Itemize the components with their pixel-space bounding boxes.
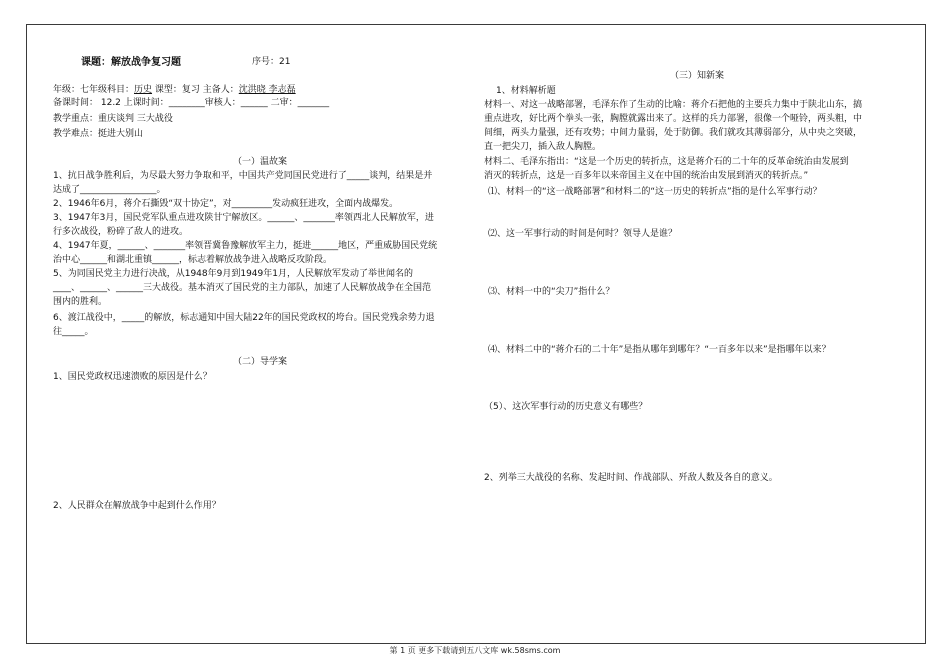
- teaching-focus: 教学重点：重庆谈判 三大战役: [53, 114, 173, 124]
- question-3: ⑶、材料一中的“尖刀”指什么？: [488, 287, 615, 297]
- section-1-line: 5、为同国民党主力进行决战，从1948年9月到1949年1月，人民解放军发动了举世闻名的: [53, 269, 413, 279]
- material-line: 间细，两头力量强，还有攻势；中间力量弱，处于防御。我们就攻其薄弱部分，从中央之突破，: [484, 128, 863, 138]
- question-1: ⑴、材料一的“这一战略部署”和材料二的“这一历史的转折点”指的是什么军事行动？: [488, 187, 822, 197]
- material-line: 材料二、毛泽东指出：“这是一个历史的转折点，这是蒋介石的二十年的反革命统治由发展到: [484, 157, 849, 167]
- question-2: ⑵、这一军事行动的时间是何时？领导人是谁？: [488, 229, 678, 239]
- page-footer: 第 1 页 更多下载请到五八文库 wk.58sms.com: [389, 646, 561, 655]
- section-2-question-1: 1、国民党政权迅速溃败的原因是什么？: [53, 372, 212, 382]
- topic-title: 课题：解放战争复习题: [81, 57, 181, 68]
- sequence-number: 序号：21: [252, 57, 291, 67]
- section-1-line: 治中心______和湖北重镇______，标志着解放战争进入战略反攻阶段。: [53, 255, 333, 265]
- section-1-line: 6、渡江战役中，_____的解放，标志通知中国大陆22年的国民党政权的垮台。国民党残余势力退: [53, 313, 435, 323]
- subject-value: 历史: [134, 85, 153, 95]
- section-1-line: 2、1946年6月，蒋介石撕毁“双十协定”，对_________发动疯狂进攻，全面内战爆发。: [53, 199, 399, 209]
- section-1-line: 4、1947年夏，______、_______率领晋冀鲁豫解放军主力，挺进______地区，严重威胁国民党统: [53, 241, 438, 251]
- question-4: ⑷、材料二中的“蒋介石的二十年”是指从哪年到哪年？“一百多年以来”是指哪年以来？: [488, 345, 831, 355]
- section-2-question-2: 2、人民群众在解放战争中起到什么作用？: [53, 501, 221, 511]
- section-1-line: 3、1947年3月，国民党军队重点进攻陕甘宁解放区。______、_______率领西北人民解放军，进: [53, 213, 434, 223]
- question-6: 2、列举三大战役的名称、发起时间、作战部队、歼敌人数及各自的意义。: [484, 473, 778, 483]
- material-analysis-heading: 1、材料解析题: [496, 86, 556, 96]
- section-1-line: ____、______、______三大战役。基本消灭了国民党的主力部队，加速了人民解放战争在全国范: [53, 283, 432, 293]
- section-1-line: 行多次战役，粉碎了敌人的进攻。: [53, 227, 189, 237]
- material-line: 消灭的转折点，这是一百多年以来帝国主义在中国的统治由发展到消灭的转折点。”: [484, 171, 809, 181]
- material-line: 直一把尖刀，插入敌人胸膛。: [484, 142, 602, 152]
- section-1-line: 往_____。: [53, 327, 94, 337]
- meta-line-1: 年级：七年级科目：历史 课型：复习 主备人：沈洪晓 李志磊: [53, 85, 296, 95]
- section-1-title: （一）温故案: [233, 157, 288, 167]
- authors-value: 沈洪晓 李志磊: [238, 85, 296, 95]
- meta-line-2: 备课时间： 12.2 上课时间：________审核人：______ 二审：_______: [53, 98, 330, 108]
- question-5: （5）、这次军事行动的历史意义有哪些？: [484, 402, 648, 412]
- section-1-line: 围内的胜利。: [53, 297, 108, 307]
- section-1-line: 达成了_________________。: [53, 185, 166, 195]
- material-line: 材料一、对这一战略部署，毛泽东作了生动的比喻：蒋介石把他的主要兵力集中于陕北山东，搞: [484, 100, 863, 110]
- section-1-line: 1、抗日战争胜利后，为尽最大努力争取和平，中国共产党同国民党进行了_____谈判，结果是并: [53, 171, 433, 181]
- material-line: 重点进攻，好比两个拳头一张，胸膛就露出来了。这样的兵力部署，很像一个哑铃，两头粗，中: [484, 114, 863, 124]
- section-3-title: （三）知新案: [670, 71, 725, 81]
- teaching-difficulty: 教学难点：挺进大别山: [53, 129, 144, 139]
- section-2-title: （二）导学案: [233, 357, 288, 367]
